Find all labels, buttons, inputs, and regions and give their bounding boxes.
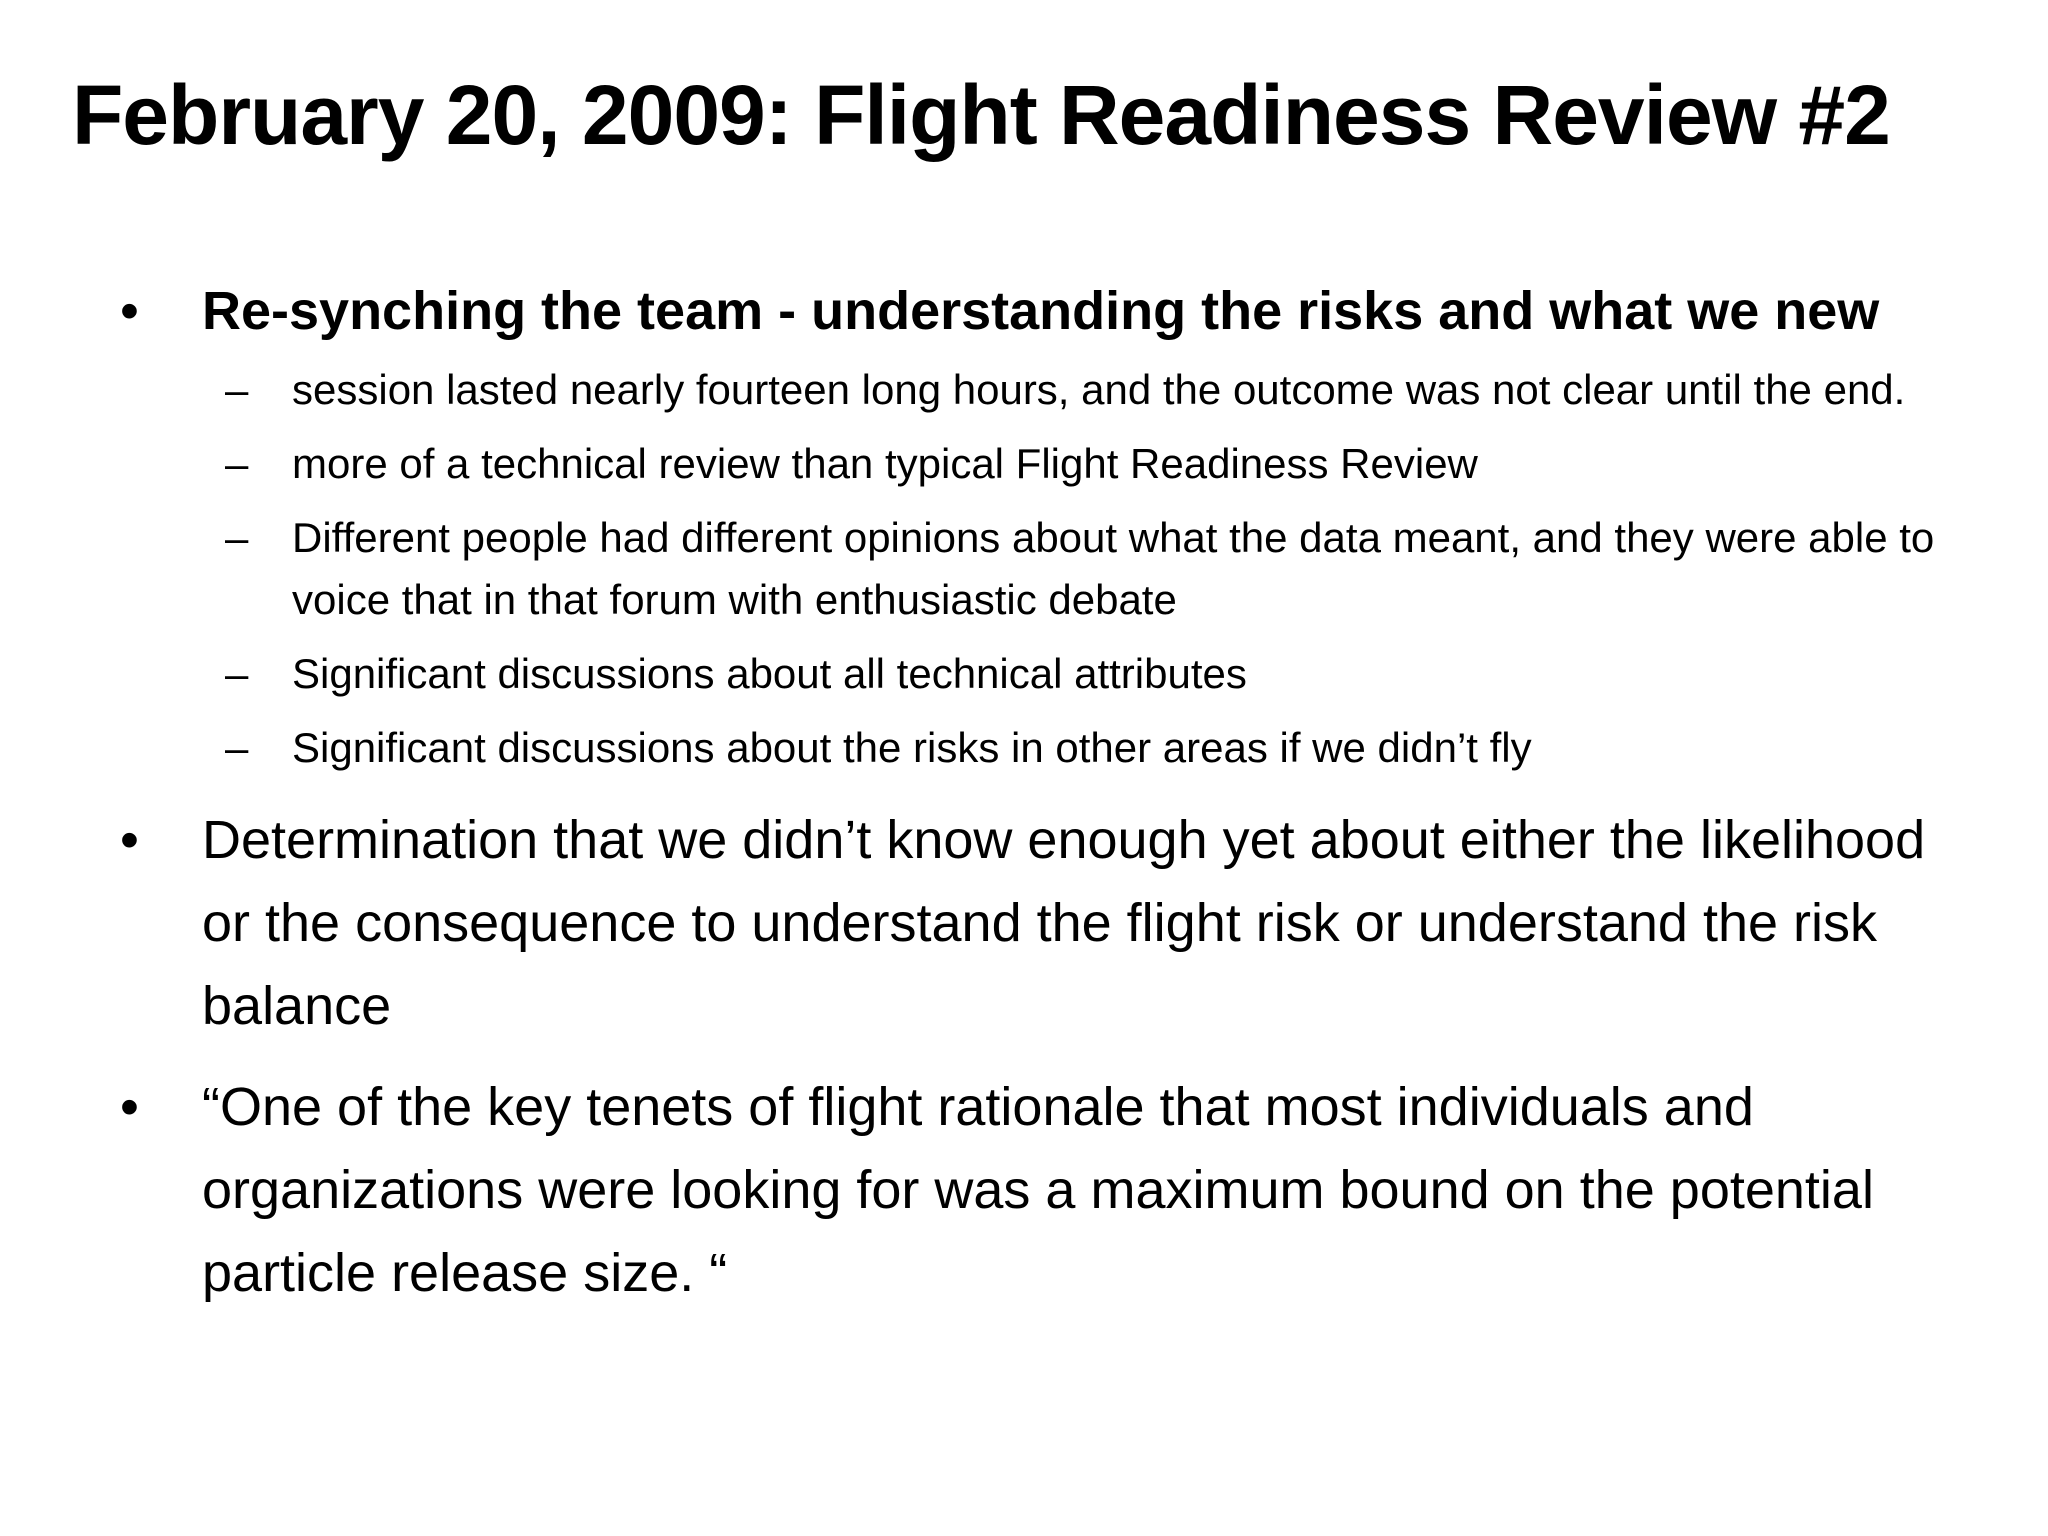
dash-marker: – [225, 440, 249, 487]
bullet-item [120, 799, 1950, 1048]
sub-bullet-item [225, 359, 1950, 421]
slide-content [120, 270, 1950, 1315]
sub-bullet-text: session lasted nearly fourteen long hours, and the outcome was not clear until the end. [292, 366, 1906, 413]
sub-bullet-list [225, 359, 1950, 779]
sub-bullet-text: Significant discussions about all technical attributes [292, 650, 1247, 697]
bullet-text: Re-synching the team - understanding the risks and what we new [202, 281, 1880, 341]
bullet-item [120, 270, 1950, 353]
sub-bullet-text: more of a technical review than typical Flight Readiness Review [292, 440, 1478, 487]
bullet-marker: • [120, 281, 139, 341]
slide-title: February 20, 2009: Flight Readiness Review #2 [72, 68, 1890, 162]
sub-bullet-item [225, 643, 1950, 705]
sub-bullet-item [225, 507, 1950, 631]
dash-marker: – [225, 366, 249, 413]
bullet-item [120, 1066, 1950, 1315]
sub-bullet-item [225, 717, 1950, 779]
dash-marker: – [225, 724, 249, 771]
bullet-marker: • [120, 810, 139, 870]
sub-bullet-item [225, 433, 1950, 495]
sub-bullet-text: Different people had different opinions about what the data meant, and they were able to voice that in that forum with enthusiastic debate [292, 514, 1935, 623]
sub-bullet-text: Significant discussions about the risks in other areas if we didn’t fly [292, 724, 1532, 771]
bullet-text: Determination that we didn’t know enough yet about either the likelihood or the consequence to understand the flight risk or understand the risk balance [202, 810, 1926, 1036]
bullet-text: “One of the key tenets of flight rationale that most individuals and organizations were looking for was a maximum bound on the potential particle release size. “ [202, 1077, 1874, 1303]
dash-marker: – [225, 650, 249, 697]
bullet-marker: • [120, 1077, 139, 1137]
dash-marker: – [225, 514, 249, 561]
